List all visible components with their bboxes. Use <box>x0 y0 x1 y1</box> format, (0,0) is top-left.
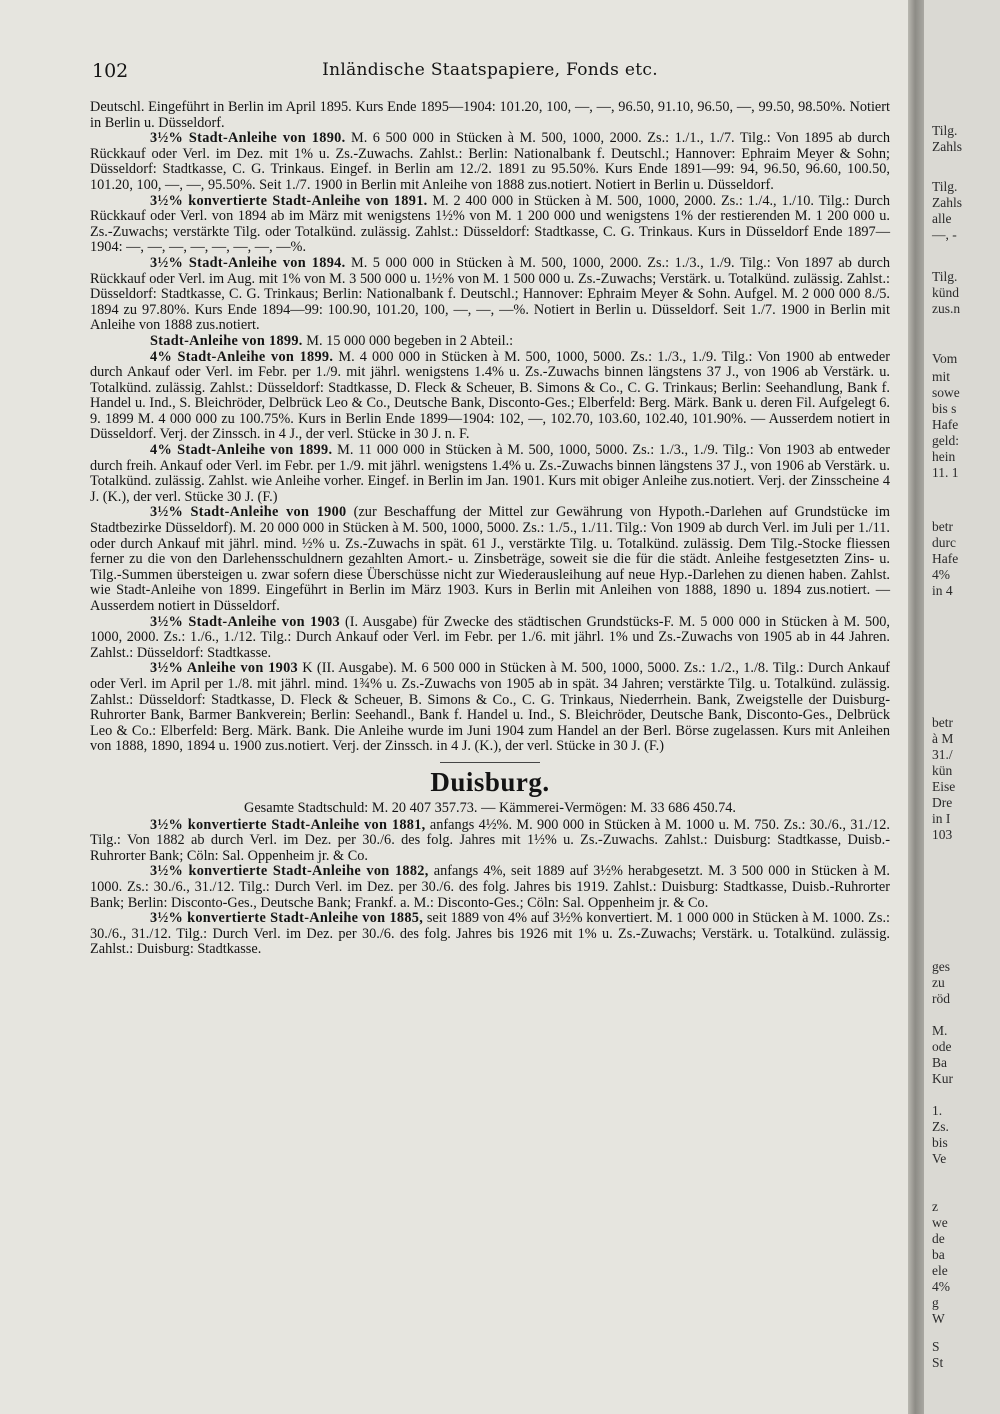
right-page-fragment: ele <box>932 1263 948 1278</box>
paragraph <box>90 350 890 444</box>
right-page-fragment: 1. <box>932 1103 943 1118</box>
paragraph <box>90 615 890 662</box>
entry-heading: 3½% konvertierte Stadt-Anleihe von 1885, <box>150 910 424 927</box>
entry-text: Deutschl. Eingeführt in Berlin im April 1895. Kurs Ende 1895—1904: 101.20, 100, —, —, 96.50, 91.10, 96.50, —, 99.50, 98.50%. Notiert in Berlin u. Düsseldorf. <box>90 99 890 131</box>
right-page-fragment: Dre <box>932 795 953 810</box>
entry-text: M. 4 000 000 in Stücken à M. 500, 1000, 5000. Zs.: 1./3., 1./9. Tilg.: Von 1900 ab entweder durch Ankauf oder Verl. im Febr. per 1./9. mit jährl. wenigstens 1.4% u. Zs.-Zuwachs binnen längstens 37 J., von 1906 ab Verstärk. u. Totalkünd. zulässig. Zahlst.: Düsseldorf: Stadtkasse, D. Fleck & Scheuer, B. Simons & Co., C. G. Trinkaus; Berlin: Seehandlung, Bank f. Handel u. Ind., S. Bleichröder, Delbrück Leo & Co., Deutsche Bank, Disconto-Ges.; Elberfeld: Berg. Märk. Bank u. deren Fil. Aufgelegt 6. 9. 1899 M. 4 000 000 zu 100.75%. Kurs in Berlin Ende 1899—1904: 102, —, 102.70, 103.60, 102.40, 101.90%. — Ausserdem notiert in Düsseldorf. Verj. der Zinssch. in 4 J., der verl. Stücke in 30 J. n. F. <box>90 348 890 443</box>
right-page-fragment: Ve <box>932 1151 947 1166</box>
right-page-fragment: Hafe <box>932 551 959 566</box>
right-page-fragment: zu <box>932 975 945 990</box>
entry-text: anfangs 4%, seit 1889 auf 3½% herabgesetzt. M. 3 500 000 in Stücken à M. 1000. Zs.: 30./6., 31./12. Tilg.: Durch Verl. im Dez. per 30./6. des folg. Jahres bis 1919. Zahlst.: Duisburg: Stadtkasse, Duisb.-Ruhrorter Bank; Berlin: Disconto-Ges., Deutsche Bank; Frankf. a. M.: Disconto-Ges.; Cöln: Sal. Oppenheim jr. & Co. <box>90 863 890 911</box>
section-summary: Gesamte Stadtschuld: M. 20 407 357.73. — Kämmerei-Vermögen: M. 33 686 450.74. <box>244 799 736 816</box>
paragraph <box>90 256 890 334</box>
right-page-fragment: de <box>932 1231 945 1246</box>
section-rule <box>440 762 540 763</box>
entry-text: M. 15 000 000 begeben in 2 Abteil.: <box>302 332 514 349</box>
right-page-fragment: ges <box>932 959 950 974</box>
right-page-fragment: M. <box>932 1023 948 1038</box>
right-page-fragment: sowe <box>932 385 960 400</box>
entry-heading: 3½% Anleihe von 1903 <box>150 660 298 677</box>
right-page-fragment: 31./ <box>932 747 953 762</box>
right-page-fragment: 4% <box>932 567 950 582</box>
right-page-fragment: alle <box>932 211 952 226</box>
right-page-fragment: Eise <box>932 779 956 794</box>
paragraph <box>90 334 890 350</box>
right-page-fragment: 4% <box>932 1279 950 1294</box>
right-page-fragment: Tilg. <box>932 123 958 138</box>
entry-heading: 3½% konvertierte Stadt-Anleihe von 1881, <box>150 816 426 833</box>
entry-text: seit 1889 von 4% auf 3½% konvertiert. M. 1 000 000 in Stücken à M. 1000. Zs.: 30./6., 31./12. Tilg.: Durch Verl. im Dez. per 30./6. des folg. Jahres bis 1926 mit 1% u. Zs.-Zuwachs; Verstärk. u. Totalkünd. zulässig. Zahlst.: Duisburg: Stadtkasse. <box>90 910 891 958</box>
entry-text: anfangs 4½%. M. 900 000 in Stücken à M. 1000 u. M. 750. Zs.: 30./6., 31./12. Tilg.: Von 1882 ab durch Verl. im Dez. per 30./6. des folg. Jahres mit 1½% u. Zs.-Zuwachs. Zahlst.: Duisburg: Stadtkasse, Duisb.-Ruhrorter Bank; Cöln: Sal. Oppenheim jr. & Co. <box>90 816 890 864</box>
right-page-fragment: S <box>932 1339 940 1354</box>
paragraph <box>90 505 890 614</box>
right-page-fragment: —, - <box>932 227 957 242</box>
paragraph <box>90 131 890 193</box>
entry-heading: 4% Stadt-Anleihe von 1899. <box>150 442 333 459</box>
right-page-fragment: bis <box>932 1135 948 1150</box>
entry-heading: 3½% Stadt-Anleihe von 1900 <box>150 504 347 521</box>
right-page-fragment: künd <box>932 285 959 300</box>
book-gutter <box>908 0 924 1414</box>
entry-text: K (II. Ausgabe). M. 6 500 000 in Stücken à M. 500, 1000, 5000. Zs.: 1./2., 1./8. Tilg.: Durch Ankauf oder Verl. im April per 1./8. mit jährl. mind. 1¾% u. Zs.-Zuwachs von 1905 ab in spät. 34 Jahren; verstärkte Tilg. u. Totalkünd. zulässig. Zahlst.: Düsseldorf: Stadtkasse, D. Fleck & Scheuer, B. Simons & Co., C. G. Trinkaus, Niederrhein. Bank, Zweigstelle der Duisburg-Ruhrorter Bank, Barmer Bankverein; Berlin: Seehandl., Bank f. Handel u. Ind., S. Bleichröder, Deutsche Bank, Disconto-Ges., Delbrück Leo & Co.: Elberfeld: Berg. Märk. Bank. Die Anleihe wurde im Juni 1904 zum Handel an der Berl. Börse zugelassen. Kurs mit Anleihen von 1888, 1890, 1894 u. 1900 zus.notiert. Verj. der Zinssch. in 4 J. (K.), der verl. Stücke in 30 J. (F.) <box>90 660 890 755</box>
entry-heading: 3½% Stadt-Anleihe von 1894. <box>150 254 346 271</box>
right-page-fragment: 103 <box>932 827 953 842</box>
right-page-fragment: Kur <box>932 1071 953 1086</box>
entry-heading: 3½% konvertierte Stadt-Anleihe von 1882, <box>150 863 429 880</box>
right-page-fragment: betr <box>932 519 953 534</box>
right-page-fragment: g <box>932 1295 939 1310</box>
right-page-fragment: röd <box>932 991 950 1006</box>
paragraph <box>90 661 890 755</box>
right-page-fragment: zus.n <box>932 301 961 316</box>
entry-heading: Stadt-Anleihe von 1899. <box>150 332 303 349</box>
right-page-fragment: W <box>932 1311 945 1326</box>
book-page-right-edge <box>924 0 1000 1414</box>
right-page-fragment: ba <box>932 1247 945 1262</box>
right-page-fragment: ode <box>932 1039 952 1054</box>
paragraph <box>90 818 890 865</box>
right-page-fragment: geld: <box>932 433 959 448</box>
page-header <box>92 60 888 88</box>
entry-text: M. 6 500 000 in Stücken à M. 500, 1000, 2000. Zs.: 1./1., 1./7. Tilg.: Von 1895 ab durch Rückkauf oder Verl. im Dez. mit 1% u. Zs.-Zuwachs. Zahlst.: Berlin: Nationalbank f. Deutschl.; Hannover: Ephraim Meyer & Sohn; Düsseldorf: Stadtkasse, C. G. Trinkaus. Eingef. in Berlin am 12./2. 1891 zu 95.50%. Kurs Ende 1891—99: 94, 96.50, 96.60, 100.50, 101.20, 100, —, —, 95.50%. Seit 1./7. 1900 in Berlin mit Anleihe von 1888 zus.notiert. Notiert in Berlin u. Düsseldorf. <box>90 130 890 193</box>
main-text <box>90 100 890 958</box>
right-page-fragment: betr <box>932 715 953 730</box>
paragraph <box>90 911 890 958</box>
right-page-fragment: durc <box>932 535 956 550</box>
right-page-fragment: in I <box>932 811 951 826</box>
entry-heading: 3½% Stadt-Anleihe von 1890. <box>150 130 346 147</box>
right-page-fragment: Hafe <box>932 417 959 432</box>
right-page-fragment: Vom <box>932 351 958 366</box>
paragraph <box>90 864 890 911</box>
right-page-fragment: we <box>932 1215 948 1230</box>
right-page-fragment: Zahls <box>932 195 962 210</box>
right-page-fragment: hein <box>932 449 956 464</box>
entry-text: M. 5 000 000 in Stücken à M. 500, 1000, 2000. Zs.: 1./3., 1./9. Tilg.: Von 1897 ab durch Rückkauf oder Verl. im Aug. mit 1% von M. 3 500 000 u. 1½% von M. 1 500 000 u. Zs.-Zuwachs; Verstärk. u. Totalkünd. zulässig. Zahlst.: Düsseldorf: Stadtkasse, C. G. Trinkaus; Berlin: Nationalbank f. Deutschl.; Hannover: Ephraim Meyer & Sohn. Aufgel. M. 2 000 000 8./5. 1894 zu 97.80%. Kurs Ende 1894—99: 100.90, 101.20, 100, —, —, —%. Notiert in Berlin u. Düsseldorf. Seit 1./7. 1900 in Berlin mit Anleihe von 1888 zus.notiert. <box>90 254 890 334</box>
right-page-fragment: z <box>932 1199 938 1214</box>
entry-heading: 4% Stadt-Anleihe von 1899. <box>150 348 334 365</box>
page-number: 102 <box>92 60 129 82</box>
right-page-fragment: à M <box>932 731 954 746</box>
entry-text: M. 11 000 000 in Stücken à M. 500, 1000, 5000. Zs.: 1./3., 1./9. Tilg.: Von 1903 ab entweder durch freih. Ankauf oder Verl. im Febr. per 1./9. mit jährl. wenigstens 1.4% u. Zs.-Zuwachs binnen längstens 37 J., von 1906 ab Verstärk. u. Totalkünd. zulässig. Zahlst. wie Anleihe vorher. Eingef. in Berlin im Jan. 1901. Kurs mit obiger Anleihe zus.notiert. Verj. der Zinsscheine 4 J. (K.), der verl. Stücke 30 J. (F.) <box>90 442 890 505</box>
right-page-fragment: 11. 1 <box>932 465 959 480</box>
right-page-fragment: Zs. <box>932 1119 949 1134</box>
right-page-fragment: in 4 <box>932 583 953 598</box>
running-title: Inländische Staatspapiere, Fonds etc. <box>322 60 658 80</box>
right-page-fragment: St <box>932 1355 944 1370</box>
paragraph <box>90 194 890 256</box>
right-page-fragment: Zahls <box>932 139 962 154</box>
right-page-fragment: kün <box>932 763 953 778</box>
right-page-fragment: Ba <box>932 1055 947 1070</box>
entry-text: (zur Beschaffung der Mittel zur Gewährung von Hypoth.-Darlehen auf Grundstücke im Stadtbezirke Düsseldorf). M. 20 000 000 in Stücken à M. 500, 1000, 5000. Zs.: 1./5., 1./11. Tilg.: Von 1909 ab durch Verl. im Juli per 1./11. oder durch Ankauf mit jährl. mind. ½% u. Zs.-Zuwachs in spät. 61 J., verstärkte Tilg. u. Totalkünd. zulässig. Dem Tilg.-Stocke fliessen ferner zu die von den Darlehensschuldnern gezahlten Amort.- u. Zinsbeträge, soweit sie die für die städt. Anleihe festgesetzten Zins- u. Tilg.-Summen übersteigen u. zwar sofern diese Überschüsse nicht zur Wiederausleihung auf neue Hyp.-Darlehen zu dienen haben. Zahlst. wie Stadt-Anleihe von 1899. Eingeführt in Berlin im März 1903. Kurs in Berlin mit Anleihen von 1888, 1890 u. 1894 zus.notiert. — Ausserdem notiert in Düsseldorf. <box>90 504 890 614</box>
entry-heading: 3½% Stadt-Anleihe von 1903 <box>150 613 340 630</box>
entry-heading: 3½% konvertierte Stadt-Anleihe von 1891. <box>150 192 428 209</box>
entry-text: (I. Ausgabe) für Zwecke des städtischen Grundstücks-F. M. 5 000 000 in Stücken à M. 500, 1000, 2000. Zs.: 1./6., 1./12. Tilg.: Durch Ankauf oder Verl. im Febr. per 1./6. mit jährl. 1% und Zs.-Zuwachs von 1905 ab in 44 Jahren. Zahlst.: Düsseldorf: Stadtkasse. <box>90 613 890 661</box>
paragraph <box>90 443 890 505</box>
right-page-fragment: mit <box>932 369 951 384</box>
right-page-fragment: Tilg. <box>932 269 958 284</box>
entry-text: M. 2 400 000 in Stücken à M. 500, 1000, 2000. Zs.: 1./4., 1./10. Tilg.: Durch Rückkauf oder Verl. von 1894 ab im März mit wenigstens 1½% von M. 1 200 000 und wenigstens 1% der restierenden M. 1 200 000 u. Zs.-Zuwachs; verstärkte Tilg. oder Totalkünd. zulässig. Zahlst.: Düsseldorf: Stadtkasse, C. G. Trinkaus. Kurs in Düsseldorf Ende 1897—1904: —, —, —, —, —, —, —, —%. <box>90 192 890 256</box>
right-page-fragment: bis s <box>932 401 957 416</box>
paragraph <box>90 100 890 131</box>
right-page-fragment: Tilg. <box>932 179 958 194</box>
section-title: Duisburg. <box>430 766 550 797</box>
